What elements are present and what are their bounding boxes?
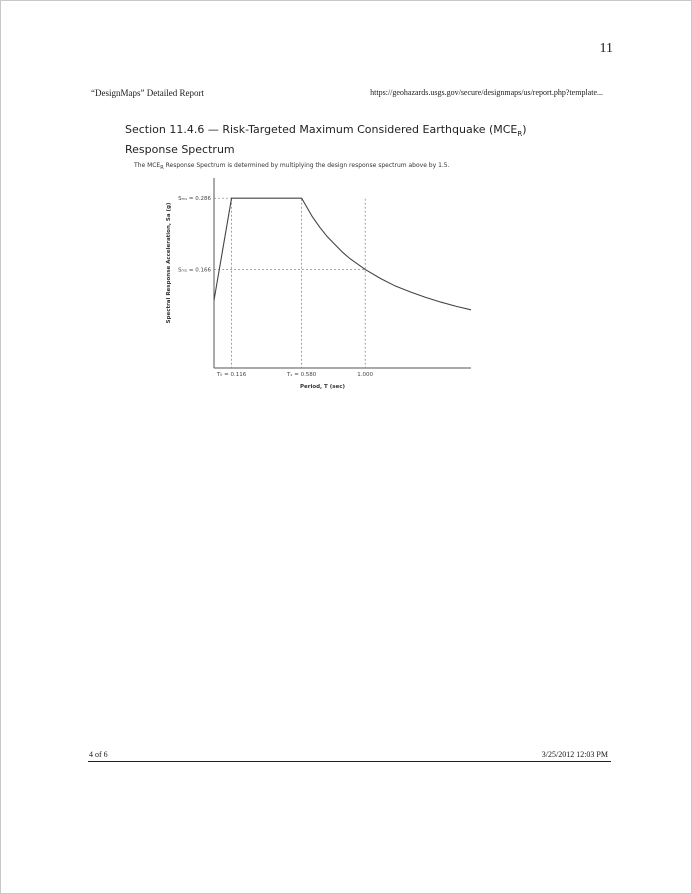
footer-page-count: 4 of 6 xyxy=(89,750,108,759)
footer-divider xyxy=(88,761,611,762)
footer-timestamp: 3/25/2012 12:03 PM xyxy=(541,750,608,759)
x-annotation-label: 1.000 xyxy=(357,372,374,378)
section-description-subscript: R xyxy=(160,165,164,172)
y-axis-title: Spectral Response Acceleration, Sa (g) xyxy=(166,202,172,324)
section-title-text-1: Section 11.4.6 — Risk-Targeted Maximum Considered Earthquake (MCE xyxy=(125,123,518,136)
section-title-text-2: ) Response Spectrum xyxy=(125,123,527,157)
x-axis-title: Period, T (sec) xyxy=(299,384,346,390)
section-description xyxy=(134,162,450,171)
page-number: 11 xyxy=(599,41,613,56)
report-header-url: https://geohazards.usgs.gov/secure/designmaps/us/report.php?template... xyxy=(370,88,603,97)
y-annotation-label: Sₘ₁ = 0.166 xyxy=(178,267,211,274)
x-annotation-label: T₀ = 0.116 xyxy=(216,372,247,378)
section-description-text-2: Response Spectrum is determined by multiplying the design response spectrum above by 1.5. xyxy=(163,162,450,169)
x-annotation-label: Tₛ = 0.580 xyxy=(287,372,317,378)
response-spectrum-chart xyxy=(151,173,481,403)
section-title xyxy=(125,122,565,157)
section-description-text-1: The MCE xyxy=(134,162,161,169)
y-annotation-label: Sₘₛ = 0.286 xyxy=(178,196,211,203)
section-title-subscript: R xyxy=(517,130,523,139)
spectrum-series-line xyxy=(214,198,471,310)
report-header-title: “DesignMaps” Detailed Report xyxy=(91,88,204,98)
